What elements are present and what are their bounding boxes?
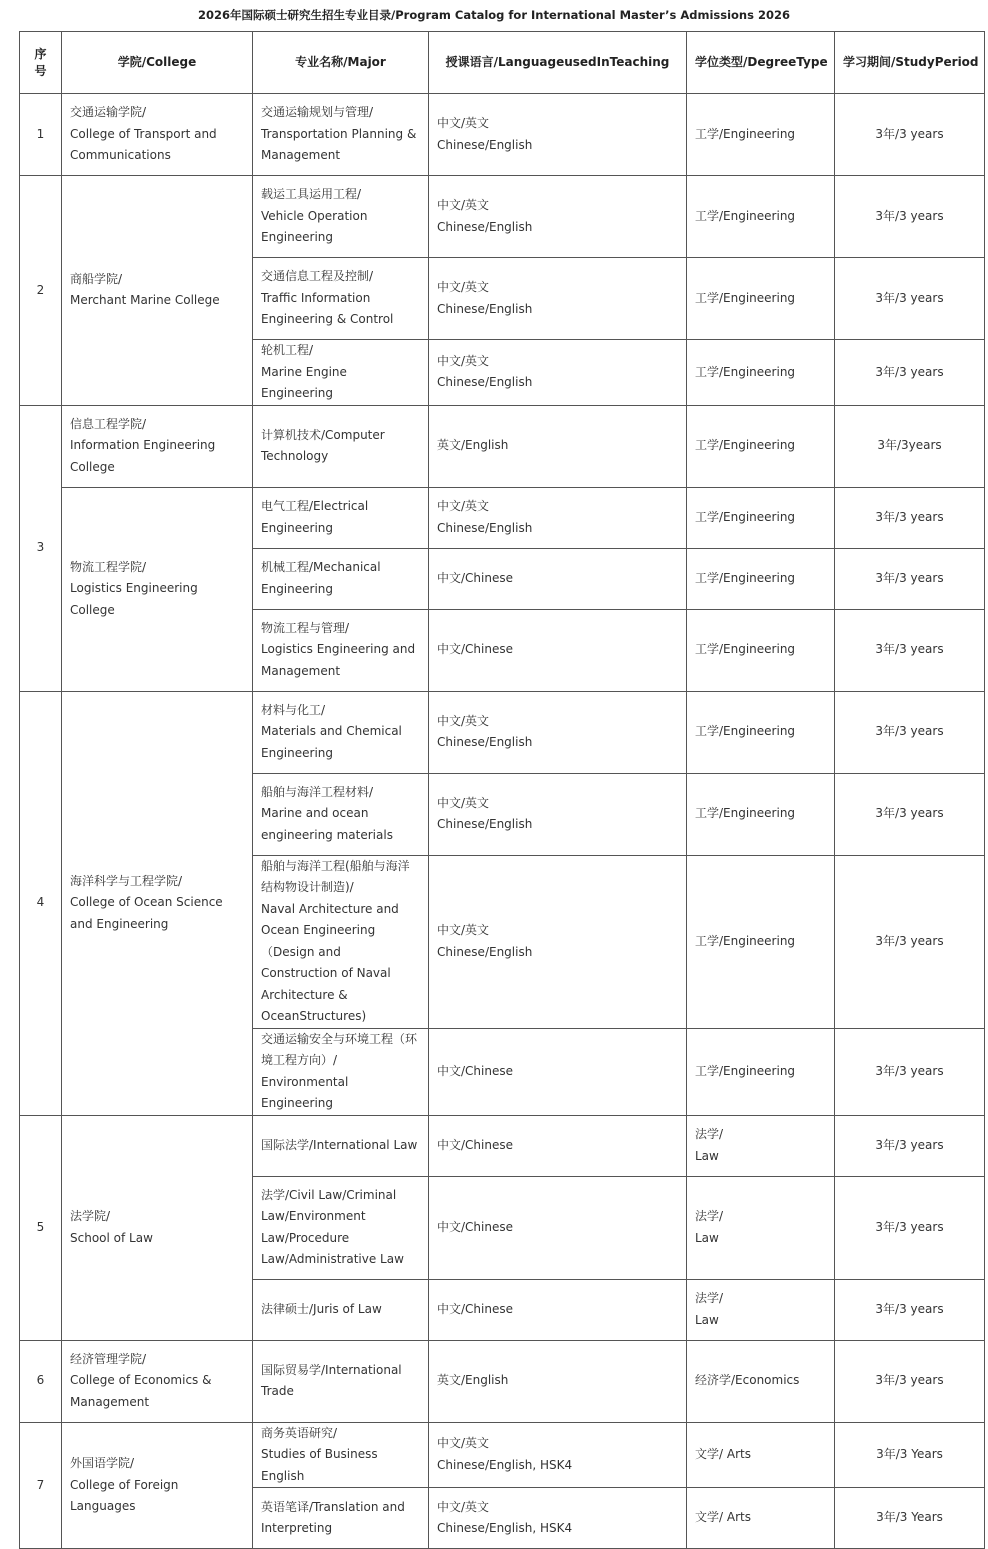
period-cell: 3年/3 years xyxy=(835,1279,985,1340)
major-cell: 计算机技术/Computer Technology xyxy=(253,405,429,487)
college-cell: 外国语学院/ College of Foreign Languages xyxy=(62,1422,253,1549)
degree-cell: 法学/ Law xyxy=(687,1176,835,1279)
degree-cell: 经济学/Economics xyxy=(687,1340,835,1422)
table-row xyxy=(20,487,985,548)
language-cell: 中文/Chinese xyxy=(429,1115,687,1176)
degree-cell: 工学/Engineering xyxy=(687,487,835,548)
language-cell: 中文/英文 Chinese/English xyxy=(429,340,687,406)
college-cell: 物流工程学院/ Logistics Engineering College xyxy=(62,487,253,691)
college-cell: 交通运输学院/ College of Transport and Communications xyxy=(62,94,253,176)
header-degree: 学位类型/DegreeType xyxy=(687,32,835,94)
page-title: 2026年国际硕士研究生招生专业目录/Program Catalog for International Master’s Admissions 2026 xyxy=(198,8,790,22)
period-cell: 3年/3 years xyxy=(835,855,985,1028)
language-cell: 中文/Chinese xyxy=(429,1279,687,1340)
table-row xyxy=(20,1115,985,1176)
language-cell: 中文/Chinese xyxy=(429,1028,687,1115)
period-cell: 3年/3 Years xyxy=(835,1488,985,1549)
row-number: 7 xyxy=(20,1422,62,1549)
row-number: 5 xyxy=(20,1115,62,1340)
degree-cell: 法学/ Law xyxy=(687,1115,835,1176)
language-cell: 中文/英文 Chinese/English xyxy=(429,94,687,176)
language-cell: 中文/英文 Chinese/English xyxy=(429,258,687,340)
major-cell: 国际贸易学/International Trade xyxy=(253,1340,429,1422)
major-cell: 交通信息工程及控制/ Traffic Information Engineering & Control xyxy=(253,258,429,340)
degree-cell: 工学/Engineering xyxy=(687,773,835,855)
header-period: 学习期间/StudyPeriod xyxy=(835,32,985,94)
period-cell: 3年/3 years xyxy=(835,1176,985,1279)
degree-cell: 工学/Engineering xyxy=(687,855,835,1028)
period-cell: 3年/3 Years xyxy=(835,1422,985,1488)
table-row xyxy=(20,691,985,773)
language-cell: 中文/Chinese xyxy=(429,609,687,691)
degree-cell: 文学/ Arts xyxy=(687,1488,835,1549)
degree-cell: 工学/Engineering xyxy=(687,176,835,258)
language-cell: 中文/英文 Chinese/English xyxy=(429,176,687,258)
degree-cell: 工学/Engineering xyxy=(687,691,835,773)
major-cell: 英语笔译/Translation and Interpreting xyxy=(253,1488,429,1549)
language-cell: 中文/Chinese xyxy=(429,1176,687,1279)
period-cell: 3年/3 years xyxy=(835,258,985,340)
row-number: 1 xyxy=(20,94,62,176)
degree-cell: 工学/Engineering xyxy=(687,94,835,176)
degree-cell: 文学/ Arts xyxy=(687,1422,835,1488)
row-number: 4 xyxy=(20,691,62,1115)
degree-cell: 工学/Engineering xyxy=(687,1028,835,1115)
major-cell: 载运工具运用工程/ Vehicle Operation Engineering xyxy=(253,176,429,258)
period-cell: 3年/3 years xyxy=(835,94,985,176)
header-no: 序 号 xyxy=(20,32,62,94)
major-cell: 船舶与海洋工程(船舶与海洋结构物设计制造)/ Naval Architecture and Ocean Engineering （Design and Construction of Naval Architecture & OceanStructures) xyxy=(253,855,429,1028)
major-cell: 交通运输规划与管理/ Transportation Planning & Management xyxy=(253,94,429,176)
language-cell: 英文/English xyxy=(429,1340,687,1422)
table-row xyxy=(20,94,985,176)
major-cell: 商务英语研究/ Studies of Business English xyxy=(253,1422,429,1488)
header-language: 授课语言/LanguageusedInTeaching xyxy=(429,32,687,94)
row-number: 2 xyxy=(20,176,62,406)
period-cell: 3年/3 years xyxy=(835,1115,985,1176)
language-cell: 中文/英文 Chinese/English xyxy=(429,773,687,855)
degree-cell: 法学/ Law xyxy=(687,1279,835,1340)
degree-cell: 工学/Engineering xyxy=(687,258,835,340)
period-cell: 3年/3 years xyxy=(835,487,985,548)
language-cell: 中文/英文 Chinese/English, HSK4 xyxy=(429,1422,687,1488)
major-cell: 国际法学/International Law xyxy=(253,1115,429,1176)
program-catalog-table xyxy=(19,31,985,1549)
degree-cell: 工学/Engineering xyxy=(687,548,835,609)
college-cell: 海洋科学与工程学院/ College of Ocean Science and Engineering xyxy=(62,691,253,1115)
college-cell: 商船学院/ Merchant Marine College xyxy=(62,176,253,406)
degree-cell: 工学/Engineering xyxy=(687,405,835,487)
language-cell: 中文/英文 Chinese/English xyxy=(429,487,687,548)
table-row xyxy=(20,405,985,487)
major-cell: 电气工程/Electrical Engineering xyxy=(253,487,429,548)
row-number: 3 xyxy=(20,405,62,691)
header-college: 学院/College xyxy=(62,32,253,94)
language-cell: 中文/英文 Chinese/English xyxy=(429,691,687,773)
college-cell: 信息工程学院/ Information Engineering College xyxy=(62,405,253,487)
language-cell: 中文/英文 Chinese/English, HSK4 xyxy=(429,1488,687,1549)
period-cell: 3年/3 years xyxy=(835,1028,985,1115)
period-cell: 3年/3years xyxy=(835,405,985,487)
language-cell: 中文/Chinese xyxy=(429,548,687,609)
major-cell: 物流工程与管理/ Logistics Engineering and Management xyxy=(253,609,429,691)
major-cell: 法律硕士/Juris of Law xyxy=(253,1279,429,1340)
period-cell: 3年/3 years xyxy=(835,691,985,773)
major-cell: 法学/Civil Law/Criminal Law/Environment Law/Procedure Law/Administrative Law xyxy=(253,1176,429,1279)
table-row xyxy=(20,1422,985,1488)
major-cell: 材料与化工/ Materials and Chemical Engineering xyxy=(253,691,429,773)
period-cell: 3年/3 years xyxy=(835,340,985,406)
period-cell: 3年/3 years xyxy=(835,548,985,609)
period-cell: 3年/3 years xyxy=(835,609,985,691)
major-cell: 轮机工程/ Marine Engine Engineering xyxy=(253,340,429,406)
degree-cell: 工学/Engineering xyxy=(687,340,835,406)
major-cell: 船舶与海洋工程材料/ Marine and ocean engineering materials xyxy=(253,773,429,855)
table-row xyxy=(20,176,985,258)
college-cell: 法学院/ School of Law xyxy=(62,1115,253,1340)
period-cell: 3年/3 years xyxy=(835,773,985,855)
period-cell: 3年/3 years xyxy=(835,1340,985,1422)
degree-cell: 工学/Engineering xyxy=(687,609,835,691)
major-cell: 机械工程/Mechanical Engineering xyxy=(253,548,429,609)
table-row xyxy=(20,1340,985,1422)
header-row xyxy=(20,32,985,94)
language-cell: 中文/英文 Chinese/English xyxy=(429,855,687,1028)
language-cell: 英文/English xyxy=(429,405,687,487)
header-major: 专业名称/Major xyxy=(253,32,429,94)
college-cell: 经济管理学院/ College of Economics & Management xyxy=(62,1340,253,1422)
major-cell: 交通运输安全与环境工程（环境工程方向）/ Environmental Engineering xyxy=(253,1028,429,1115)
row-number: 6 xyxy=(20,1340,62,1422)
period-cell: 3年/3 years xyxy=(835,176,985,258)
